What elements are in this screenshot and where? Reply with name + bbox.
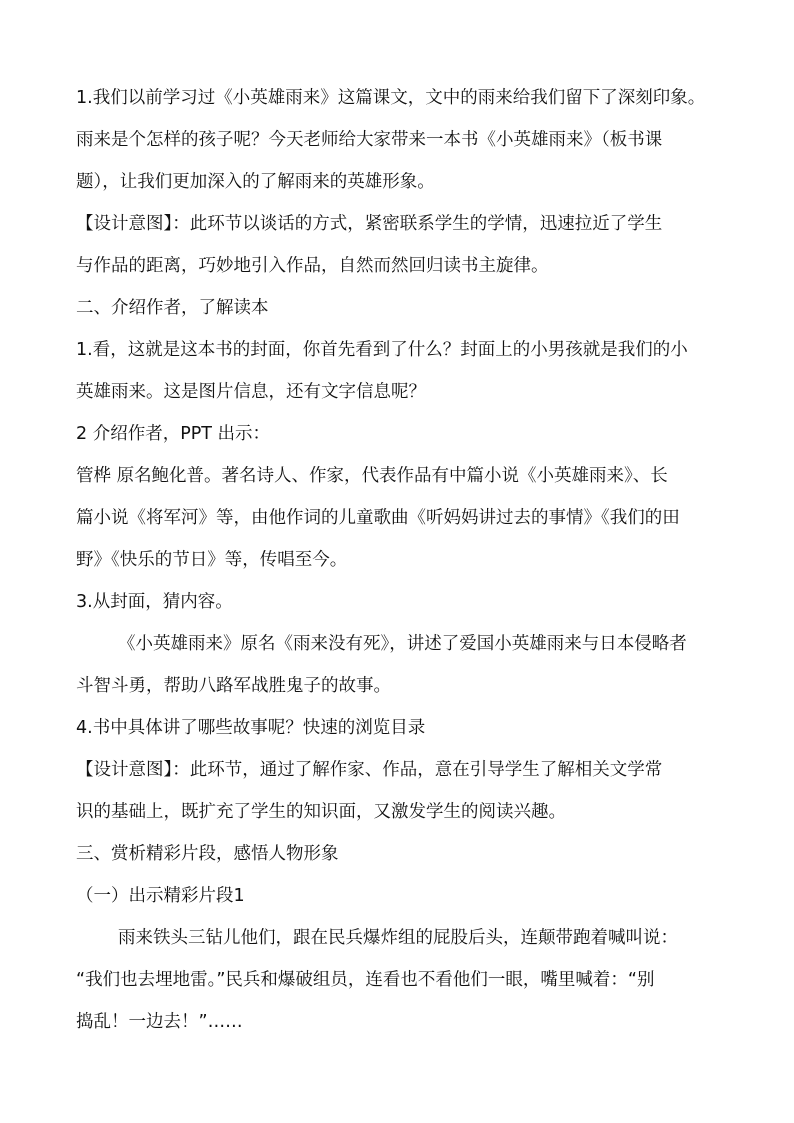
section-heading-2: 二、介绍作者，了解读本 <box>76 298 269 318</box>
text-line-16: 4.书中具体讲了哪些故事呢？快速的浏览目录 <box>76 718 426 738</box>
author-line-1: 管桦 原名鲍化普。著名诗人、作家，代表作品有中篇小说《小英雄雨来》、长 <box>76 466 668 486</box>
excerpt-line-1: 雨来铁头三钻儿他们，跟在民兵爆炸组的屁股后头，连颠带跑着喊叫说： <box>118 928 678 948</box>
subsection-heading-1: （一）出示精彩片段1 <box>76 886 245 906</box>
summary-line-2: 斗智斗勇，帮助八路军战胜鬼子的故事。 <box>76 676 391 696</box>
text-line-2: 雨来是个怎样的孩子呢？今天老师给大家带来一本书《小英雄雨来》（板书课 <box>76 130 663 150</box>
author-line-3: 野》《快乐的节日》等，传唱至今。 <box>76 550 348 570</box>
design-intent-line-2: 与作品的距离，巧妙地引入作品，自然而然回归读书主旋律。 <box>76 256 549 276</box>
text-line-8: 英雄雨来。这是图片信息，还有文字信息呢？ <box>76 382 426 402</box>
section-heading-3: 三、赏析精彩片段，感悟人物形象 <box>76 844 339 864</box>
text-line-1: 1.我们以前学习过《小英雄雨来》这篇课文，文中的雨来给我们留下了深刻印象。 <box>76 88 706 108</box>
text-line-7: 1.看，这就是这本书的封面，你首先看到了什么？封面上的小男孩就是我们的小 <box>76 340 688 360</box>
author-line-2: 篇小说《将军河》等，由他作词的儿童歌曲《听妈妈讲过去的事情》《我们的田 <box>76 508 680 528</box>
text-line-13: 3.从封面，猜内容。 <box>76 592 233 612</box>
text-line-3: 题），让我们更加深入的了解雨来的英雄形象。 <box>76 172 435 192</box>
design-intent-line-3: 【设计意图】：此环节，通过了解作家、作品，意在引导学生了解相关文学常 <box>76 760 663 780</box>
excerpt-line-2: “我们也去埋地雷。”民兵和爆破组员，连看也不看他们一眼，嘴里喊着：“别 <box>76 970 655 990</box>
design-intent-line-1: 【设计意图】：此环节以谈话的方式，紧密联系学生的学情，迅速拉近了学生 <box>76 214 663 234</box>
summary-line-1: 《小英雄雨来》原名《雨来没有死》，讲述了爱国小英雄雨来与日本侵略者 <box>118 634 687 654</box>
design-intent-line-4: 识的基础上，既扩充了学生的知识面，又激发学生的阅读兴趣。 <box>76 802 566 822</box>
text-line-9: 2 介绍作者，PPT 出示： <box>76 424 271 444</box>
excerpt-line-3: 捣乱！一边去！”…… <box>76 1012 243 1032</box>
